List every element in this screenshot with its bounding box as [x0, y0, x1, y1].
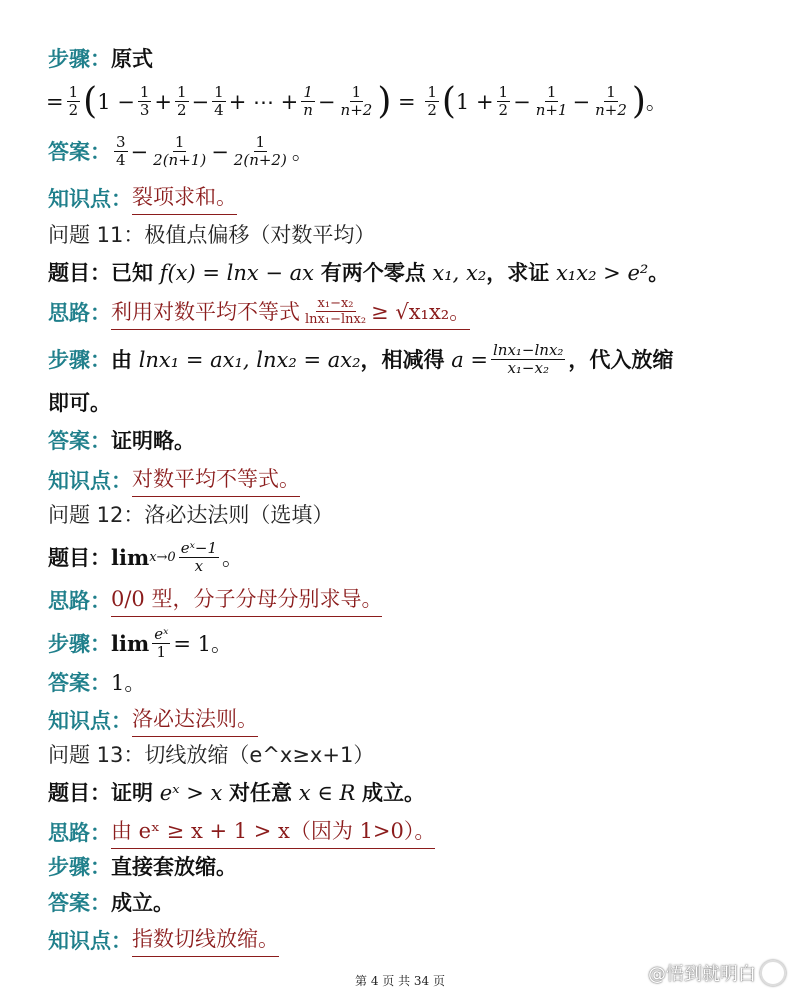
step-label: 步骤： — [48, 855, 111, 879]
heading-text: 问题 11：极值点偏移（对数平均） — [48, 223, 376, 247]
page-footer: 第 4 页 共 34 页 — [355, 974, 445, 988]
answer-line-10: 答案： $\frac{3}{4}$ − $\frac{1}{2(n+1)}$ − $\frac{1}{2(n+2)}$ 。 — [48, 133, 313, 169]
answer-line-12 — [48, 668, 145, 698]
problem-label: 题目： — [48, 781, 111, 805]
function-expr: f(x) = lnx − ax — [159, 261, 315, 285]
idea-text: 0/0 型，分子分母分别求导。 — [111, 584, 382, 617]
step-label: 步骤： — [48, 631, 111, 656]
step-text: 直接套放缩。 — [111, 855, 237, 879]
step-label: 步骤： — [48, 347, 111, 372]
answer-line-11 — [48, 426, 195, 456]
idea-text: 由 eˣ ≥ x + 1 > x（因为 1>0）。 — [111, 816, 435, 849]
knowledge-line-11 — [48, 464, 300, 497]
knowledge-line-10 — [48, 182, 237, 215]
problem-line-12: 题目： lim x→0 $\frac{\text{eˣ−1}}{x}$ 。 — [48, 539, 244, 575]
problem-label: 题目： — [48, 545, 111, 570]
knowledge-label: 知识点： — [48, 186, 132, 211]
problem-line-11: 题目： 已知 f(x) = lnx − ax 有两个零点 x₁, x₂ ，求证 x₁x₂ > e² 。 — [48, 258, 669, 288]
watermark — [648, 960, 786, 986]
fraction: $\frac{1}{2}$ — [68, 83, 79, 119]
answer-label: 答案： — [48, 671, 111, 695]
step-line-10 — [48, 44, 153, 74]
idea-line-11 — [48, 296, 470, 330]
idea-label: 思路： — [48, 301, 111, 325]
heading-text: 问题 12：洛必达法则（选填） — [48, 503, 334, 527]
watermark-text: @悟到就明白 — [648, 964, 756, 985]
heading-text: 问题 13：切线放缩（e^x≥x+1） — [48, 743, 375, 767]
answer-text: 成立。 — [111, 891, 174, 915]
problem-heading-11 — [48, 220, 375, 250]
idea-text: 利用对数平均不等式 $\frac{\text{x₁−x₂}}{\text{lnx₁−lnx₂}}$ ≥ √x₁x₂。 — [111, 296, 470, 330]
knowledge-text: 洛必达法则。 — [132, 704, 258, 737]
problem-heading-12 — [48, 500, 333, 530]
knowledge-text: 裂项求和。 — [132, 182, 237, 215]
watermark-logo-icon — [760, 960, 786, 986]
step-line-13 — [48, 852, 237, 882]
answer-label: 答案： — [48, 139, 111, 164]
step-line-12: 步骤： lim $\frac{\text{eˣ}}{1}$ = 1。 — [48, 625, 233, 661]
knowledge-line-13 — [48, 924, 279, 957]
equals-sign: = — [46, 89, 64, 114]
knowledge-label: 知识点： — [48, 708, 132, 733]
knowledge-label: 知识点： — [48, 468, 132, 493]
knowledge-text: 对数平均不等式。 — [132, 464, 300, 497]
answer-text: 1。 — [111, 671, 146, 695]
answer-label: 答案： — [48, 429, 111, 453]
knowledge-line-12 — [48, 704, 258, 737]
problem-heading-13 — [48, 740, 374, 770]
step-equation-10: = $\frac{1}{2}$ ( 1 − $\frac{1}{3}$ + $\frac{1}{2}$ − $\frac{1}{4}$ + ⋯ + $\frac{1}{n}$ − $\frac{1}{n+2}$ ) = $\frac{1}{2}$ ( 1 + $\frac{1}{2}$ − $\frac{1}{n+1}$ − $\frac{1}{n+2}$ ) 。 — [46, 80, 667, 122]
knowledge-text: 指数切线放缩。 — [132, 924, 279, 957]
answer-text: 证明略。 — [111, 429, 195, 453]
step-line-11: 步骤： 由 lnx₁ = ax₁, lnx₂ = ax₂ ，相减得 a = $\frac{\text{lnx₁−lnx₂}}{\text{x₁−x₂}}$ ，代入放缩 — [48, 341, 674, 377]
idea-line-12 — [48, 584, 382, 617]
step-continuation-11: 即可。 — [48, 391, 111, 415]
idea-line-13 — [48, 816, 435, 849]
problem-label: 题目： — [48, 261, 111, 285]
answer-line-13 — [48, 888, 174, 918]
problem-line-13: 题目： 证明 eˣ > x 对任意 x ∈ R 成立。 — [48, 778, 425, 808]
answer-label: 答案： — [48, 891, 111, 915]
answer-fraction-2: $\frac{1}{2(n+1)}$ — [153, 133, 207, 169]
answer-fraction-3: $\frac{1}{2(n+2)}$ — [233, 133, 287, 169]
idea-label: 思路： — [48, 820, 111, 845]
step-text: 原式 — [111, 47, 153, 71]
idea-label: 思路： — [48, 588, 111, 613]
step-label: 步骤： — [48, 47, 111, 71]
answer-fraction-1: $\frac{3}{4}$ — [116, 133, 126, 169]
knowledge-label: 知识点： — [48, 928, 132, 953]
